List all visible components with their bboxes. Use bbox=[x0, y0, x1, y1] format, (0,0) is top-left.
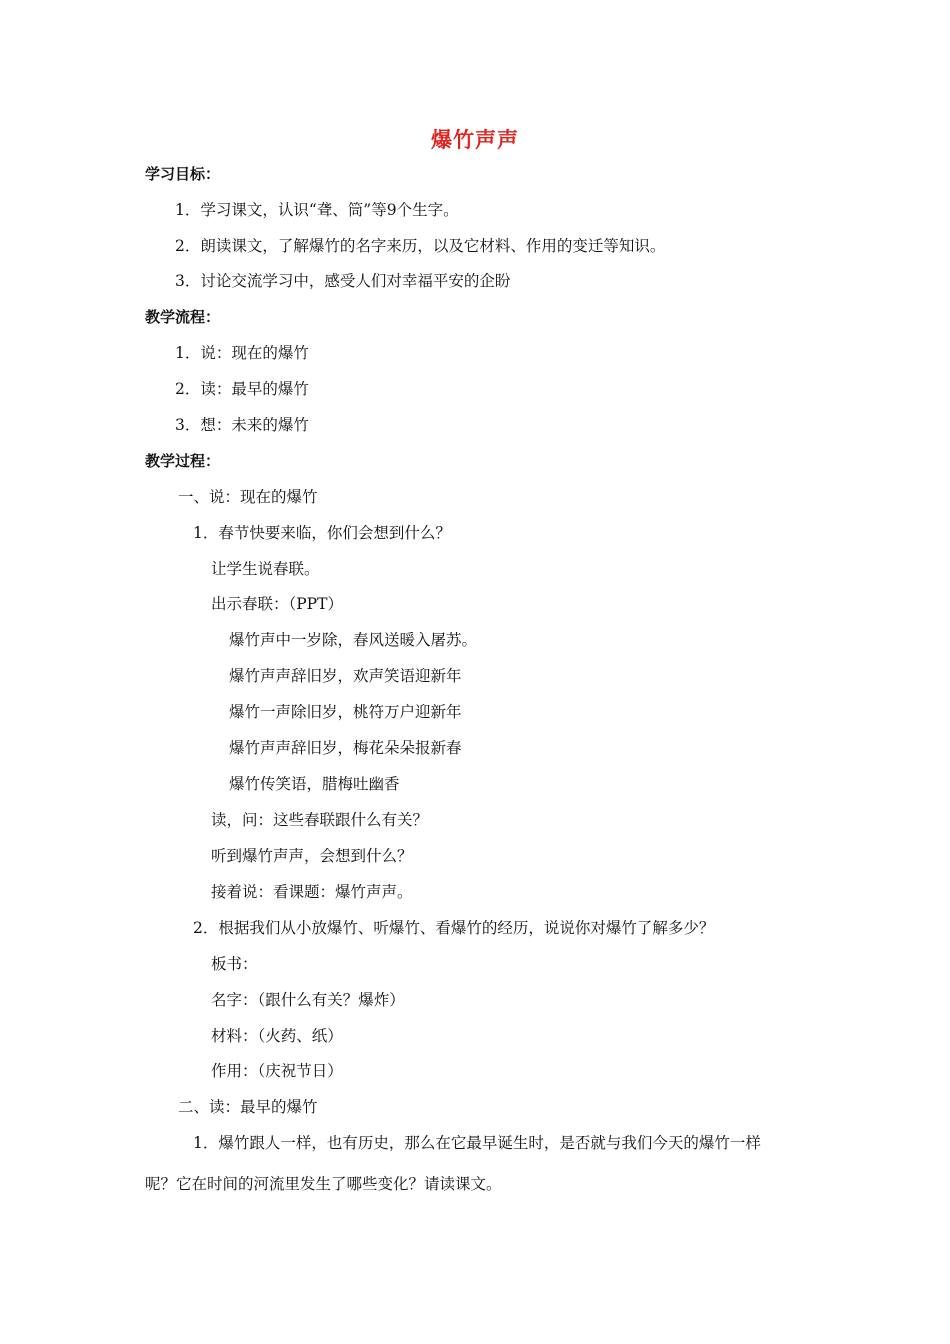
flow-item: 3．想：未来的爆竹 bbox=[175, 416, 309, 434]
flow-heading: 教学流程： bbox=[145, 308, 221, 326]
board-line: 名字：（跟什么有关？爆炸） bbox=[211, 991, 405, 1009]
objective-item: 3．讨论交流学习中，感受人们对幸福平安的企盼 bbox=[175, 272, 511, 290]
part1-step1-question: 1．春节快要来临，你们会想到什么？ bbox=[193, 524, 451, 542]
part2-heading: 二、读：最早的爆竹 bbox=[178, 1098, 318, 1116]
objective-item: 2．朗读课文，了解爆竹的名字来历，以及它材料、作用的变迁等知识。 bbox=[175, 237, 666, 255]
flow-item: 2．读：最早的爆竹 bbox=[175, 380, 309, 398]
couplet-line: 爆竹声中一岁除，春风送暖入屠苏。 bbox=[229, 631, 478, 649]
board-line: 作用：（庆祝节日） bbox=[211, 1062, 343, 1080]
paragraph-line: 呢？它在时间的河流里发生了哪些变化？请读课文。 bbox=[145, 1175, 502, 1193]
step-line: 听到爆竹声声，会想到什么？ bbox=[211, 847, 413, 865]
board-line: 板书： bbox=[211, 955, 258, 973]
step-line: 读，问：这些春联跟什么有关？ bbox=[211, 811, 429, 829]
part1-heading: 一、说：现在的爆竹 bbox=[178, 488, 318, 506]
couplet-line: 爆竹声声辞旧岁，欢声笑语迎新年 bbox=[229, 667, 462, 685]
paragraph-line: 1．爆竹跟人一样，也有历史，那么在它最早诞生时，是否就与我们今天的爆竹一样 bbox=[193, 1134, 761, 1152]
document-title: 爆竹声声 bbox=[431, 128, 519, 152]
objective-item: 1．学习课文，认识“聋、筒”等9个生字。 bbox=[175, 201, 459, 219]
process-heading: 教学过程： bbox=[145, 452, 221, 470]
objectives-heading: 学习目标： bbox=[145, 165, 221, 183]
part1-step2-question: 2．根据我们从小放爆竹、听爆竹、看爆竹的经历，说说你对爆竹了解多少？ bbox=[193, 919, 715, 937]
flow-item: 1．说：现在的爆竹 bbox=[175, 344, 309, 362]
step-line: 接着说：看课题：爆竹声声。 bbox=[211, 883, 413, 901]
couplet-line: 爆竹一声除旧岁，桃符万户迎新年 bbox=[229, 703, 462, 721]
board-line: 材料：（火药、纸） bbox=[211, 1027, 343, 1045]
step-line: 出示春联：（PPT） bbox=[211, 595, 343, 613]
couplet-line: 爆竹传笑语，腊梅吐幽香 bbox=[229, 775, 400, 793]
step-line: 让学生说春联。 bbox=[211, 560, 320, 578]
couplet-line: 爆竹声声辞旧岁，梅花朵朵报新春 bbox=[229, 739, 462, 757]
